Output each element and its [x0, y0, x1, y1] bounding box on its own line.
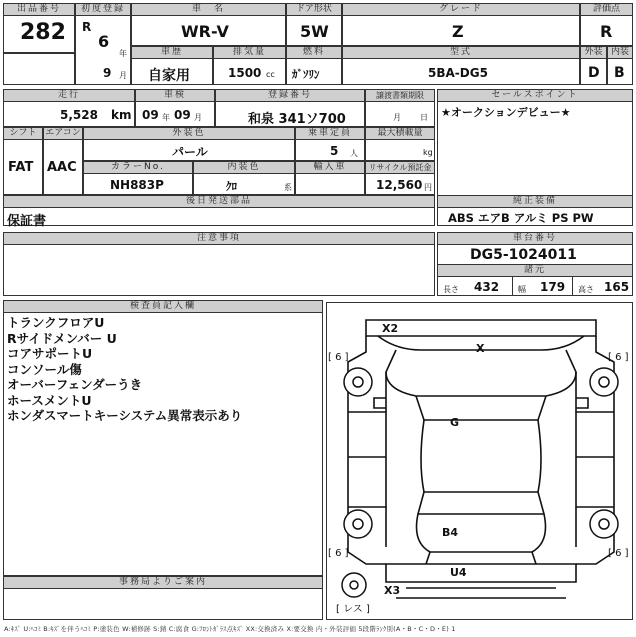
capacity-value: 5: [330, 144, 339, 158]
length-label: 長さ: [443, 285, 459, 294]
mileage-label: 走行: [3, 89, 135, 102]
tire-mark-front-left: [ 6 ]: [328, 352, 349, 363]
history-value: 自家用: [148, 68, 190, 84]
dims-label: 諸元: [437, 264, 633, 277]
ac-label: エアコン: [43, 127, 83, 140]
damage-mark-x2: X2: [382, 322, 399, 335]
damage-mark-u4: U4: [450, 566, 467, 579]
tire-mark-rear-right: [ 6 ]: [608, 548, 629, 559]
reg-era: R: [82, 20, 92, 34]
ext-grade: D: [588, 65, 600, 81]
blank-cell: [3, 53, 75, 85]
color-label: 外装色: [83, 127, 295, 140]
eval-score: R: [600, 22, 613, 41]
tire-mark-front-right: [ 6 ]: [608, 352, 629, 363]
plate-value: 和泉 341ソ700: [248, 112, 346, 127]
inspector-notes: [7, 315, 242, 424]
fuel-label: 燃料: [286, 46, 342, 59]
door-type: 5W: [300, 22, 329, 41]
spare-tire-mark: [ レス ]: [336, 604, 370, 615]
docs-label: 後日発送部品: [3, 195, 435, 208]
color-value: パール: [172, 145, 208, 159]
mileage-value: 5,528: [60, 108, 98, 122]
colorno-value: NH883P: [110, 178, 164, 192]
shift-value: FAT: [8, 160, 34, 175]
sales-point: ★オークションデビュー★: [441, 106, 571, 119]
inspection-label: 車検: [135, 89, 215, 102]
door-label: ドア形状: [286, 3, 342, 16]
height-label: 高さ: [578, 285, 594, 294]
recycle-unit: 円: [424, 183, 432, 192]
reg-year-unit: 年: [119, 49, 127, 58]
chassis-number: DG5-1024011: [470, 247, 577, 263]
interior-unit: 系: [284, 183, 292, 192]
load-unit: kg: [423, 148, 433, 157]
interior-value: ｸﾛ: [226, 180, 237, 193]
history-label: 車歴: [131, 46, 213, 59]
disp-value: 1500: [228, 66, 262, 80]
shift-label: シフト: [3, 127, 43, 140]
inspection-year-unit: 年: [162, 113, 170, 122]
damage-mark-x3: X3: [384, 584, 401, 597]
capacity-label: 乗車定員: [295, 127, 365, 140]
inspector-line: コアサポートU: [7, 346, 93, 361]
inspector-line: ホンダスマートキーシステム異常表示あり: [7, 408, 243, 423]
lot-number: 282: [20, 20, 66, 45]
name-label: 車 名: [131, 3, 286, 16]
inspector-line: コンソール傷: [7, 361, 82, 377]
height-value: 165: [604, 280, 630, 294]
footer-legend: A:ｷｽﾞ U:ﾍｺﾐ B:ｷｽﾞを伴うﾍｺﾐ P:塗装色 W:補修跡 S:錆 C:腐食 G:ﾌﾛﾝﾄｶﾞﾗｽ点ｷｽﾞ XX:交換済み X:要交換 内・外装評価 5段階ﾗﾝｸ別(A・B・C・D・E) 1: [4, 625, 456, 633]
damage-mark-x: X: [476, 342, 485, 355]
equip-label: 純正装備: [437, 195, 633, 208]
fuel-value: ｶﾞｿﾘﾝ: [292, 68, 320, 81]
colorno-label: カラーNo.: [83, 161, 193, 174]
damage-mark-g: G: [450, 416, 460, 429]
interior-label: 内装色: [193, 161, 295, 174]
transfer-label: 譲渡書類期限: [365, 89, 435, 102]
inspector-line: トランクフロアU: [7, 315, 105, 330]
mileage-unit: km: [111, 108, 132, 122]
disp-label: 排気量: [213, 46, 286, 59]
eval-label: 評価点: [580, 3, 633, 16]
int-grade: B: [614, 65, 625, 81]
chassis-label: 車台番号: [437, 232, 633, 245]
lot-label: 出品番号: [3, 3, 75, 16]
model-label: 型式: [342, 46, 580, 59]
transfer-day: 日: [420, 113, 428, 122]
recycle-value: 12,560: [376, 178, 423, 192]
load-label: 最大積載量: [365, 127, 435, 140]
office-label: 事務局よりご案内: [3, 576, 323, 589]
inspector-line: Rサイドメンバー U: [7, 330, 117, 346]
inspection-month-unit: 月: [194, 113, 202, 122]
int-label: 内装: [607, 46, 633, 59]
reg-month-unit: 月: [119, 71, 127, 80]
ext-label: 外装: [580, 46, 607, 59]
inspector-line: オーバーフェンダーうき: [7, 377, 143, 392]
model-value: 5BA-DG5: [428, 66, 488, 80]
docs-value: 保証書: [7, 214, 47, 229]
transfer-month: 月: [393, 113, 401, 122]
plate-label: 登録番号: [215, 89, 365, 102]
capacity-unit: 人: [350, 149, 358, 158]
car-name: WR-V: [181, 22, 229, 41]
grade-label: グレード: [342, 3, 580, 16]
width-value: 179: [540, 280, 566, 294]
damage-mark-b4: B4: [442, 526, 459, 539]
notes-label: 注意事項: [3, 232, 435, 245]
sales-label: セールスポイント: [437, 89, 633, 102]
reg-label: 初度登録: [75, 3, 131, 16]
recycle-label: リサイクル預託金: [365, 161, 435, 174]
inspector-line: ホースメントU: [7, 392, 92, 408]
tire-mark-rear-left: [ 6 ]: [328, 548, 349, 559]
disp-unit: cc: [266, 70, 275, 79]
dims-divider: [572, 277, 573, 296]
inspection-year: 09: [142, 108, 159, 122]
equip-value: ABS エアB アルミ PS PW: [448, 211, 594, 225]
length-value: 432: [474, 280, 500, 294]
ac-value: AAC: [47, 160, 77, 175]
inspector-label: 検査員記入欄: [3, 300, 323, 313]
dims-divider: [512, 277, 513, 296]
grade-value: Z: [452, 22, 464, 41]
car-diagram: [326, 302, 635, 620]
width-label: 幅: [518, 285, 526, 294]
import-label: 輸入車: [295, 161, 365, 174]
reg-year: 6: [98, 32, 110, 51]
reg-month: 9: [103, 66, 112, 80]
inspection-month: 09: [174, 108, 191, 122]
